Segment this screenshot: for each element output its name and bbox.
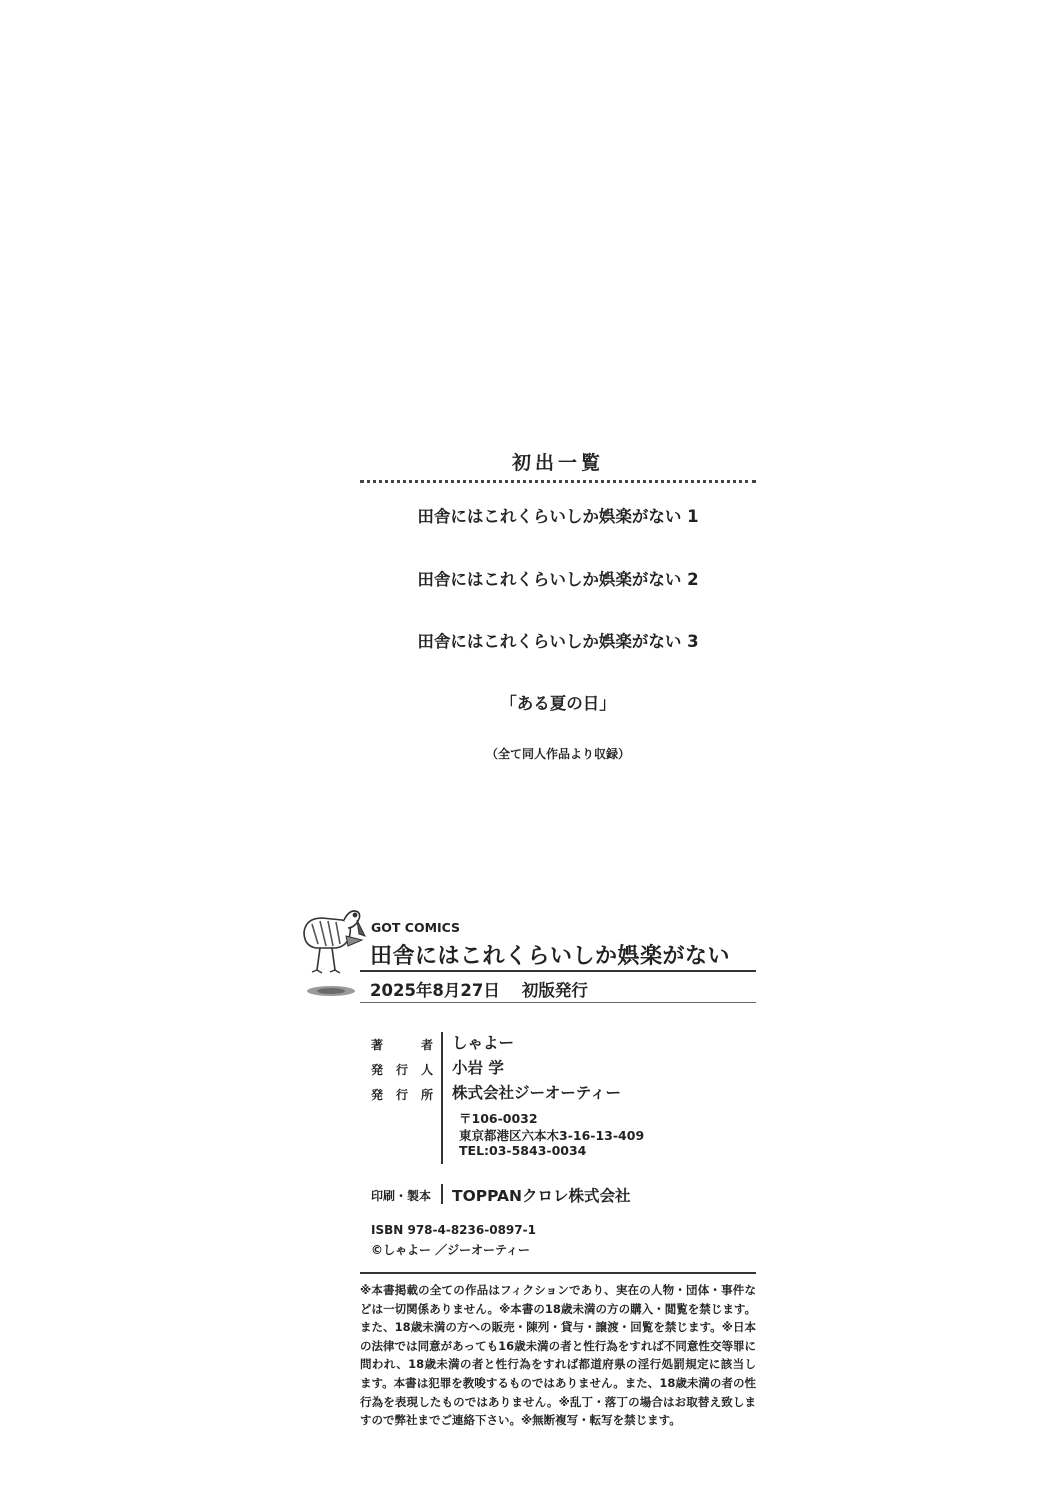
first-appearance-heading: 初出一覧 [511,452,604,474]
isbn: ISBN 978-4-8236-0897-1 [371,1223,536,1237]
date-divider [360,1002,756,1003]
legal-notice: ※本書掲載の全ての作品はフィクションであり、実在の人物・団体・事件などは一切関係ありません。※本書の18歳未満の方の購入・閲覧を禁じます。また、18歳未満の方への販売・陳列・貸与・譲渡・回覧を禁じます。※日本の法律では同意があっても16歳未満の者と性行為をすれば不同意性交等罪に問われ、18歳未満の者と性行為をすれば都道府県の淫行処罰規定に該当します。本書は犯罪を教唆するものではありません。また、18歳未満の者の性行為を表現したものではありません。※乱丁・落丁の場合はお取替え致しますので弊社までご連絡下さい。※無断複写・転写を禁じます。 [360,1272,756,1430]
first-appearance-note: （全て同人作品より収録） [485,747,630,761]
credit-value-publishing-house: 株式会社ジーオーティー [452,1084,621,1102]
credit-label-author: 著 者 [371,1038,433,1052]
series-label: GOT COMICS [371,920,461,935]
book-title: 田舎にはこれくらいしか娯楽がない [370,944,731,969]
first-appearance-item-3: 田舎にはこれくらいしか娯楽がない 3 [417,632,699,651]
printer-label: 印刷・製本 [371,1189,432,1203]
credit-value-author: しゃよー [452,1034,515,1052]
address-postal: 〒106-0032 [459,1111,538,1126]
first-appearance-item-1: 田舎にはこれくらいしか娯楽がない 1 [417,507,699,526]
title-divider [360,970,756,972]
first-appearance-item-4: 「ある夏の日」 [500,694,616,713]
credit-value-publisher: 小岩 学 [452,1059,504,1077]
edition-label: 初版発行 [521,981,588,1000]
credits-separator [441,1032,443,1164]
bird-mascot-logo [298,906,368,998]
publication-date: 2025年8月27日 [370,981,500,1000]
dotted-divider [360,480,756,483]
publication-line [370,977,588,1001]
address-street: 東京都港区六本木3-16-13-409 [459,1128,645,1143]
address-tel: TEL:03-5843-0034 [459,1143,587,1158]
copyright: ©しゃよー ／ジーオーティー [371,1243,530,1257]
credit-label-publishing-house: 発 行 所 [371,1088,433,1102]
credit-label-publisher: 発 行 人 [371,1063,433,1077]
printer-separator [441,1184,443,1204]
printer-value: TOPPANクロレ株式会社 [452,1187,631,1205]
first-appearance-item-2: 田舎にはこれくらいしか娯楽がない 2 [417,570,699,589]
